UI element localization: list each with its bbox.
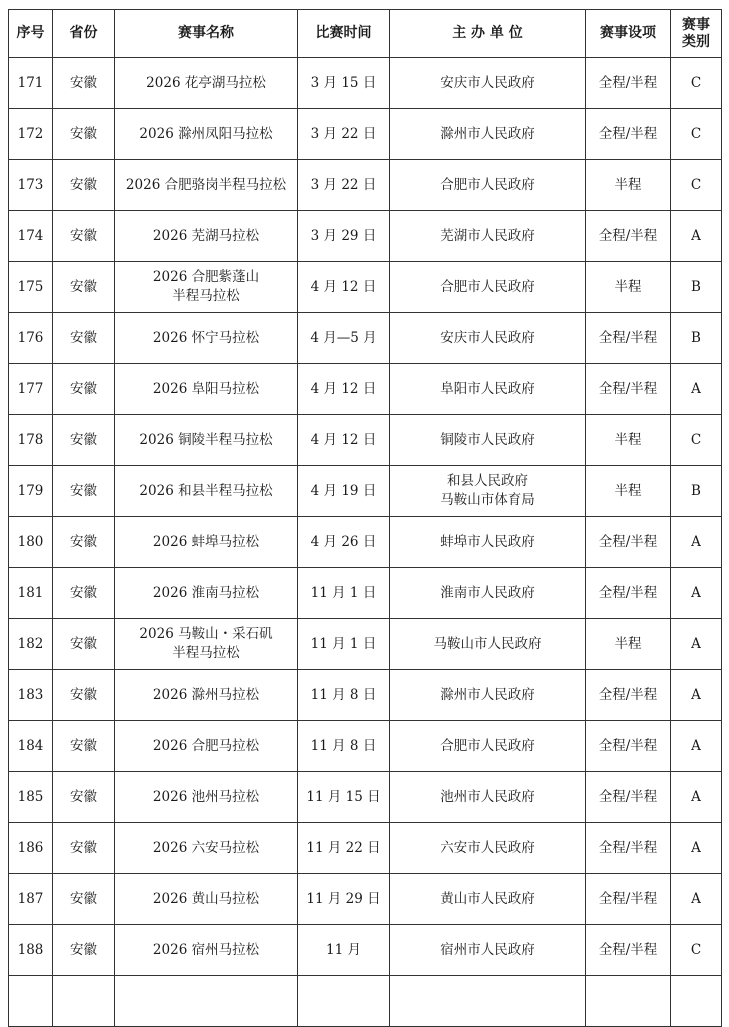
cell-event-name: [115, 262, 298, 313]
cell-category: C: [671, 415, 722, 466]
cell-category: A: [671, 211, 722, 262]
table-row: [9, 466, 722, 517]
organizer-line: 安庆市人民政府: [440, 329, 535, 346]
cell-distance: 全程/半程: [586, 58, 671, 109]
organizer-line: 阜阳市人民政府: [440, 380, 535, 397]
event-name-line: 2026 怀宁马拉松: [152, 329, 260, 346]
organizer-line: 铜陵市人民政府: [440, 431, 535, 448]
table-row: [9, 925, 722, 976]
cell-category: A: [671, 517, 722, 568]
cell-index: 182: [9, 619, 53, 670]
marathon-events-table: [8, 9, 722, 1027]
cell-category: A: [671, 670, 722, 721]
cell-distance: 全程/半程: [586, 109, 671, 160]
cell-distance: 全程/半程: [586, 517, 671, 568]
event-name-line: 2026 淮南马拉松: [152, 584, 260, 601]
cell-distance: 全程/半程: [586, 874, 671, 925]
cell-event-name: [115, 670, 298, 721]
cell-event-name: [115, 772, 298, 823]
cell-event-name: [115, 517, 298, 568]
header-event-name: 赛事名称: [115, 10, 298, 58]
header-province: 省份: [53, 10, 115, 58]
cell-province: 安徽: [53, 58, 115, 109]
event-name-line: 2026 合肥骆岗半程马拉松: [125, 176, 287, 193]
cell-partial: [115, 976, 298, 1027]
header-distance: 赛事设项: [586, 10, 671, 58]
event-name-line: 2026 六安马拉松: [152, 839, 260, 856]
cell-event-name: [115, 313, 298, 364]
cell-category: C: [671, 160, 722, 211]
cell-distance: 全程/半程: [586, 568, 671, 619]
cell-organizer: [390, 262, 586, 313]
cell-date: 4 月—5 月: [298, 313, 390, 364]
cell-organizer: [390, 721, 586, 772]
header-category: [671, 10, 722, 58]
table-row: [9, 568, 722, 619]
table-row: [9, 160, 722, 211]
marathon-schedule-page: [8, 9, 721, 1027]
cell-distance: 全程/半程: [586, 313, 671, 364]
cell-event-name: [115, 925, 298, 976]
cell-province: 安徽: [53, 364, 115, 415]
cell-province: 安徽: [53, 415, 115, 466]
cell-distance: 全程/半程: [586, 670, 671, 721]
organizer-line: 六安市人民政府: [440, 839, 535, 856]
cell-province: 安徽: [53, 925, 115, 976]
organizer-line: 马鞍山市体育局: [440, 492, 535, 508]
event-name-line: 半程马拉松: [172, 645, 240, 661]
cell-index: 187: [9, 874, 53, 925]
event-name-line: 2026 蚌埠马拉松: [152, 533, 260, 550]
table-header-row: [9, 10, 722, 58]
header-organizer: 主 办 单 位: [390, 10, 586, 58]
cell-date: 4 月 12 日: [298, 364, 390, 415]
cell-province: 安徽: [53, 211, 115, 262]
cell-date: 11 月: [298, 925, 390, 976]
cell-category: B: [671, 466, 722, 517]
cell-index: 171: [9, 58, 53, 109]
cell-partial: [586, 976, 671, 1027]
cell-date: 3 月 29 日: [298, 211, 390, 262]
table-row-partial: [9, 976, 722, 1027]
event-name-line: 2026 阜阳马拉松: [152, 380, 260, 397]
cell-province: 安徽: [53, 568, 115, 619]
cell-organizer: [390, 619, 586, 670]
cell-organizer: [390, 823, 586, 874]
cell-province: 安徽: [53, 619, 115, 670]
table-row: [9, 313, 722, 364]
cell-category: C: [671, 58, 722, 109]
event-name-line: 2026 黄山马拉松: [152, 890, 260, 907]
event-name-line: 2026 马鞍山・采石矶: [139, 626, 273, 642]
cell-organizer: [390, 466, 586, 517]
cell-event-name: [115, 211, 298, 262]
table-row: [9, 109, 722, 160]
cell-province: 安徽: [53, 313, 115, 364]
cell-event-name: [115, 568, 298, 619]
cell-index: 180: [9, 517, 53, 568]
cell-province: 安徽: [53, 874, 115, 925]
event-name-line: 2026 和县半程马拉松: [139, 482, 273, 499]
header-category-line1: 赛事: [682, 16, 710, 33]
table-row: [9, 517, 722, 568]
event-name-line: 2026 合肥紫蓬山: [152, 269, 260, 285]
cell-province: 安徽: [53, 517, 115, 568]
event-name-line: 2026 合肥马拉松: [152, 737, 260, 754]
cell-organizer: [390, 211, 586, 262]
cell-organizer: [390, 772, 586, 823]
cell-index: 177: [9, 364, 53, 415]
table-body: [9, 58, 722, 1027]
cell-date: 11 月 22 日: [298, 823, 390, 874]
cell-index: 183: [9, 670, 53, 721]
cell-index: 181: [9, 568, 53, 619]
table-row: [9, 262, 722, 313]
cell-category: A: [671, 568, 722, 619]
event-name-line: 2026 铜陵半程马拉松: [139, 431, 273, 448]
cell-category: A: [671, 364, 722, 415]
table-row: [9, 721, 722, 772]
cell-category: B: [671, 313, 722, 364]
organizer-line: 黄山市人民政府: [440, 890, 535, 907]
cell-index: 172: [9, 109, 53, 160]
cell-category: C: [671, 109, 722, 160]
event-name-line: 2026 花亭湖马拉松: [146, 74, 266, 91]
cell-date: 11 月 1 日: [298, 568, 390, 619]
organizer-line: 合肥市人民政府: [440, 737, 535, 754]
cell-date: 3 月 15 日: [298, 58, 390, 109]
cell-distance: 半程: [586, 262, 671, 313]
cell-distance: 全程/半程: [586, 364, 671, 415]
cell-category: A: [671, 721, 722, 772]
table-row: [9, 58, 722, 109]
cell-date: 11 月 29 日: [298, 874, 390, 925]
table-row: [9, 211, 722, 262]
cell-province: 安徽: [53, 109, 115, 160]
cell-organizer: [390, 313, 586, 364]
event-name-line: 半程马拉松: [172, 288, 240, 304]
organizer-line: 滁州市人民政府: [440, 125, 535, 142]
organizer-line: 滁州市人民政府: [440, 686, 535, 703]
cell-province: 安徽: [53, 466, 115, 517]
cell-organizer: [390, 364, 586, 415]
cell-distance: 全程/半程: [586, 211, 671, 262]
cell-partial: [298, 976, 390, 1027]
cell-date: 4 月 12 日: [298, 262, 390, 313]
cell-category: B: [671, 262, 722, 313]
header-category-line2: 类别: [682, 33, 710, 50]
event-name-line: 2026 滁州马拉松: [152, 686, 260, 703]
cell-category: A: [671, 619, 722, 670]
cell-event-name: [115, 160, 298, 211]
table-row: [9, 670, 722, 721]
organizer-line: 芜湖市人民政府: [440, 227, 535, 244]
cell-province: 安徽: [53, 721, 115, 772]
cell-category: A: [671, 874, 722, 925]
cell-distance: 半程: [586, 619, 671, 670]
organizer-line: 合肥市人民政府: [440, 176, 535, 193]
cell-organizer: [390, 415, 586, 466]
cell-category: A: [671, 823, 722, 874]
cell-organizer: [390, 109, 586, 160]
cell-event-name: [115, 619, 298, 670]
header-index: 序号: [9, 10, 53, 58]
cell-event-name: [115, 823, 298, 874]
cell-event-name: [115, 874, 298, 925]
organizer-line: 淮南市人民政府: [440, 584, 535, 601]
cell-organizer: [390, 925, 586, 976]
cell-index: 186: [9, 823, 53, 874]
cell-date: 4 月 19 日: [298, 466, 390, 517]
cell-date: 4 月 26 日: [298, 517, 390, 568]
cell-province: 安徽: [53, 262, 115, 313]
event-name-line: 2026 滁州凤阳马拉松: [139, 125, 273, 142]
cell-distance: 半程: [586, 466, 671, 517]
organizer-line: 安庆市人民政府: [440, 74, 535, 91]
organizer-line: 马鞍山市人民政府: [433, 635, 542, 652]
cell-partial: [53, 976, 115, 1027]
table-row: [9, 619, 722, 670]
cell-date: 11 月 8 日: [298, 670, 390, 721]
cell-province: 安徽: [53, 823, 115, 874]
event-name-line: 2026 芜湖马拉松: [152, 227, 260, 244]
cell-date: 3 月 22 日: [298, 109, 390, 160]
cell-event-name: [115, 466, 298, 517]
table-row: [9, 874, 722, 925]
cell-distance: 全程/半程: [586, 925, 671, 976]
table-row: [9, 415, 722, 466]
cell-distance: 全程/半程: [586, 721, 671, 772]
organizer-line: 池州市人民政府: [440, 788, 535, 805]
cell-event-name: [115, 58, 298, 109]
cell-partial: [390, 976, 586, 1027]
organizer-line: 蚌埠市人民政府: [440, 533, 535, 550]
organizer-line: 宿州市人民政府: [440, 941, 535, 958]
cell-distance: 全程/半程: [586, 772, 671, 823]
cell-index: 188: [9, 925, 53, 976]
cell-event-name: [115, 109, 298, 160]
cell-index: 175: [9, 262, 53, 313]
cell-event-name: [115, 415, 298, 466]
cell-date: 4 月 12 日: [298, 415, 390, 466]
cell-province: 安徽: [53, 670, 115, 721]
cell-index: 184: [9, 721, 53, 772]
cell-index: 179: [9, 466, 53, 517]
table-row: [9, 772, 722, 823]
cell-index: 185: [9, 772, 53, 823]
cell-category: A: [671, 772, 722, 823]
cell-partial: [671, 976, 722, 1027]
organizer-line: 合肥市人民政府: [440, 278, 535, 295]
cell-partial: [9, 976, 53, 1027]
cell-category: C: [671, 925, 722, 976]
cell-organizer: [390, 568, 586, 619]
cell-organizer: [390, 58, 586, 109]
table-row: [9, 823, 722, 874]
cell-province: 安徽: [53, 772, 115, 823]
cell-index: 174: [9, 211, 53, 262]
organizer-line: 和县人民政府: [447, 473, 528, 489]
cell-index: 176: [9, 313, 53, 364]
cell-organizer: [390, 670, 586, 721]
cell-date: 11 月 15 日: [298, 772, 390, 823]
cell-organizer: [390, 517, 586, 568]
cell-date: 11 月 1 日: [298, 619, 390, 670]
event-name-line: 2026 宿州马拉松: [152, 941, 260, 958]
event-name-line: 2026 池州马拉松: [152, 788, 260, 805]
table-row: [9, 364, 722, 415]
cell-index: 178: [9, 415, 53, 466]
cell-date: 3 月 22 日: [298, 160, 390, 211]
cell-distance: 全程/半程: [586, 823, 671, 874]
cell-date: 11 月 8 日: [298, 721, 390, 772]
cell-event-name: [115, 721, 298, 772]
cell-organizer: [390, 874, 586, 925]
cell-index: 173: [9, 160, 53, 211]
cell-event-name: [115, 364, 298, 415]
cell-province: 安徽: [53, 160, 115, 211]
header-date: 比赛时间: [298, 10, 390, 58]
cell-organizer: [390, 160, 586, 211]
cell-distance: 半程: [586, 160, 671, 211]
cell-distance: 半程: [586, 415, 671, 466]
